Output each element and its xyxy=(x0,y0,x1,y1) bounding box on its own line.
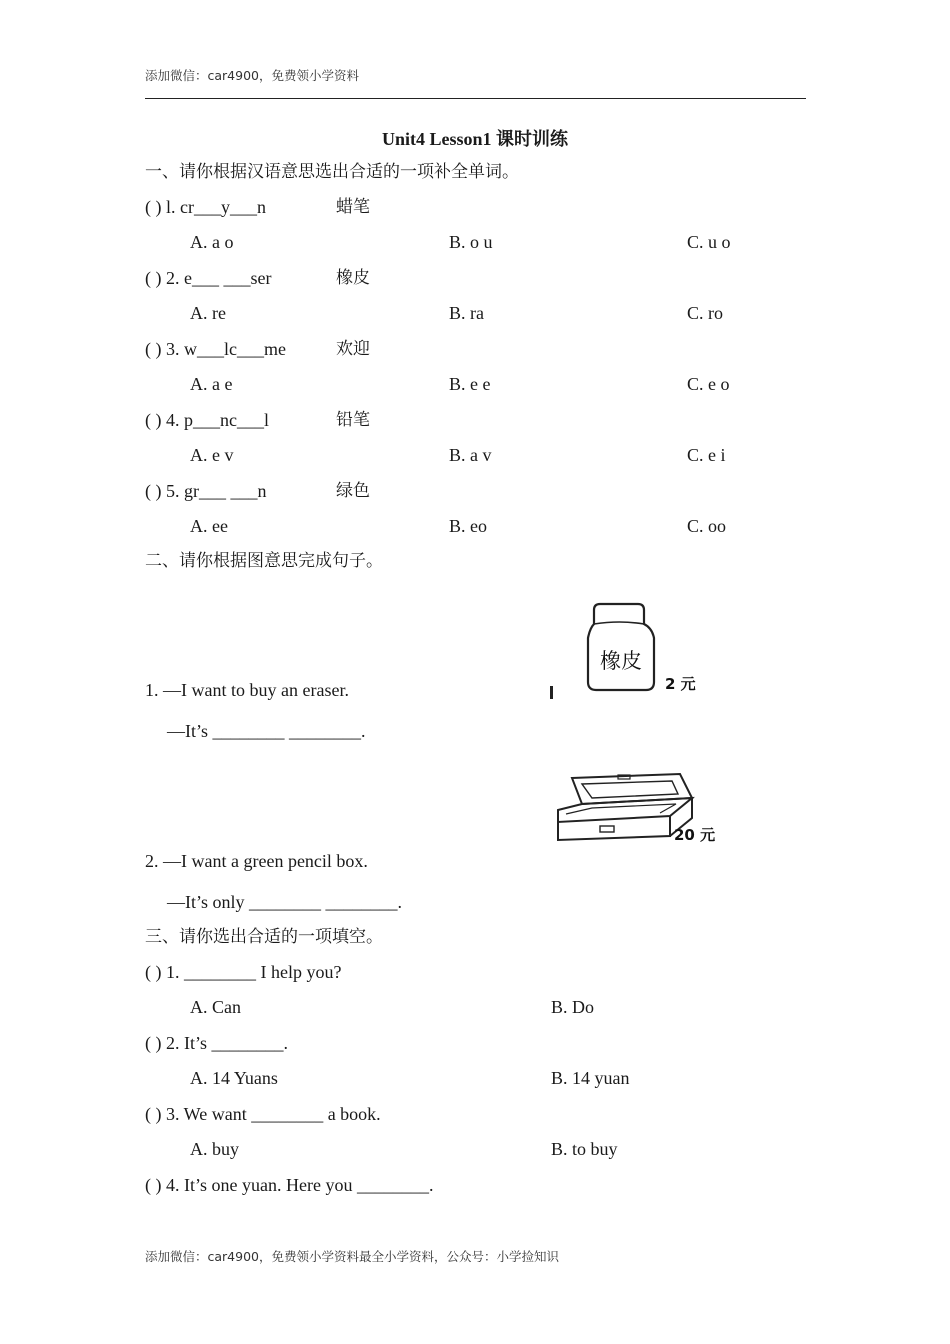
text-cursor-mark xyxy=(550,686,553,699)
pencil-box-illustration xyxy=(552,770,722,850)
s1-q4-option-b: B. a v xyxy=(449,445,492,465)
section3-heading: 三、请你选出合适的一项填空。 xyxy=(145,927,383,947)
s1-q5-meaning: 绿色 xyxy=(336,481,370,501)
header-divider xyxy=(145,98,806,99)
s3-q3-option-a: A. buy xyxy=(190,1139,239,1159)
footer-text: 添加微信：car4900，免费领小学资料最全小学资料，公众号：小学捡知识 xyxy=(145,1249,559,1264)
s3-q3-stem: ( ) 3. We want ________ a book. xyxy=(145,1104,381,1124)
s3-q4-stem: ( ) 4. It’s one yuan. Here you ________. xyxy=(145,1175,434,1195)
s1-q3-option-a: A. a e xyxy=(190,374,233,394)
s1-q5-option-c: C. oo xyxy=(687,516,727,536)
eraser-price: 2 元 xyxy=(665,675,696,693)
s3-q1-stem: ( ) 1. ________ I help you? xyxy=(145,962,342,982)
s1-q1-meaning: 蜡笔 xyxy=(336,197,370,217)
pencil-box-price: 20 元 xyxy=(674,826,716,844)
s2-item1-question: 1. —I want to buy an eraser. xyxy=(145,680,349,700)
eraser-illustration xyxy=(580,600,705,695)
s3-q1-option-b: B. Do xyxy=(551,997,595,1017)
section2-heading: 二、请你根据图意思完成句子。 xyxy=(145,551,383,571)
s3-q2-option-a: A. 14 Yuans xyxy=(190,1068,278,1088)
s1-q3-stem: ( ) 3. w___lc___me xyxy=(145,339,286,359)
s3-q1-option-a: A. Can xyxy=(190,997,241,1017)
s2-item2-question: 2. —I want a green pencil box. xyxy=(145,851,368,871)
s1-q2-option-b: B. ra xyxy=(449,303,484,323)
s1-q4-option-a: A. e v xyxy=(190,445,234,465)
s1-q5-option-b: B. eo xyxy=(449,516,487,536)
page-title: Unit4 Lesson1 课时训练 xyxy=(381,129,569,149)
header-text: 添加微信：car4900，免费领小学资料 xyxy=(145,68,359,83)
s1-q5-stem: ( ) 5. gr___ ___n xyxy=(145,481,267,501)
s1-q4-meaning: 铅笔 xyxy=(336,410,370,430)
s1-q3-meaning: 欢迎 xyxy=(336,339,370,359)
s1-q2-option-c: C. ro xyxy=(687,303,723,323)
s1-q3-option-b: B. e e xyxy=(449,374,491,394)
s2-item1-answer: —It’s ________ ________. xyxy=(167,721,366,741)
s1-q3-option-c: C. e o xyxy=(687,374,730,394)
s1-q2-stem: ( ) 2. e___ ___ser xyxy=(145,268,272,288)
eraser-label: 橡皮 xyxy=(600,649,642,673)
s1-q2-option-a: A. re xyxy=(190,303,226,323)
s1-q1-option-b: B. o u xyxy=(449,232,493,252)
s2-item2-answer: —It’s only ________ ________. xyxy=(167,892,403,912)
s3-q2-option-b: B. 14 yuan xyxy=(551,1068,630,1088)
s1-q1-stem: ( ) l. cr___y___n xyxy=(145,197,266,217)
s1-q4-stem: ( ) 4. p___nc___l xyxy=(145,410,269,430)
s1-q1-option-c: C. u o xyxy=(687,232,731,252)
s3-q2-stem: ( ) 2. It’s ________. xyxy=(145,1033,288,1053)
s1-q1-option-a: A. a o xyxy=(190,232,234,252)
s1-q4-option-c: C. e i xyxy=(687,445,726,465)
s1-q5-option-a: A. ee xyxy=(190,516,228,536)
s3-q3-option-b: B. to buy xyxy=(551,1139,618,1159)
s1-q2-meaning: 橡皮 xyxy=(336,268,370,288)
section1-heading: 一、请你根据汉语意思选出合适的一项补全单词。 xyxy=(145,162,519,182)
